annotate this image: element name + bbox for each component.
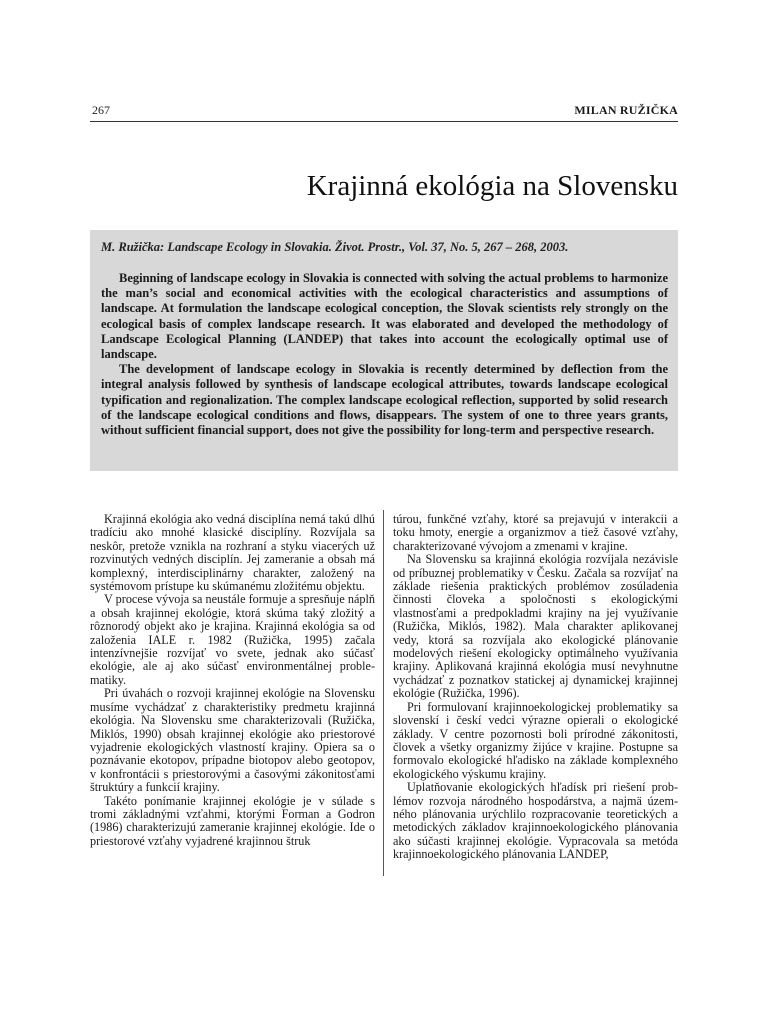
body-paragraph: Takéto ponímanie krajinnej ekológie je v súlade s tromi základnými vzťahmi, ktorými Forman a Godron (1986) charakterizujú zameranie krajinnej ekológie. Ide o priestorové vzťahy vyjadrené krajinnou štruk (90, 793, 375, 848)
body-paragraph: Pri formulovaní krajinnoekologickej problematiky sa slovenskí i českí vedci výrazne opierali o ekologické základy. V centre pozornosti boli prírodné zákonitosti, človek a všetky organizmy žijúce v krajine. Postupne sa formovalo ekologické hľadisko na základe komplexného ekologického výskumu krajiny. (393, 699, 678, 781)
body-paragraph: Pri úvahách o rozvoji krajinnej ekológie na Slovensku musíme vychádzať z charakteristiky predmetu krajinná ekológia. Na Slovensku sme charakterizovali (Ružička, Miklós, 1990) obsah krajinnej ekológie ako priestorové vyjadrenie ekologických vlastností krajiny. Opiera sa o poznávanie ekotopov, prípadne biotopov alebo geotopov, v konfrontácii s priestorovými a časovými zákonitosťami štruktúry a funkcií krajiny. (90, 686, 375, 795)
abstract-paragraph: The development of landscape ecology in Slovakia is recently determined by deflection from the integral analysis followed by synthesis of landscape ecological attributes, towards landscape ecological typification and regionalization. The complex landscape ecological reflection, supported by solid research of the landscape ecological conditions and flows, disappears. The system of one to three years grants, without sufficient financial support, does not give the possibility for long-term and perspective research. (101, 362, 668, 438)
body-paragraph-continued: túrou, funkčné vzťahy, ktoré sa prejavujú v interakcii a toku hmoty, energie a organizmov a tiež časové vzťahy, charakterizované vývojom a zmenami v krajine. (393, 512, 678, 553)
running-head-author: MILAN RUŽIČKA (574, 103, 678, 117)
abstract-box (90, 230, 678, 471)
article-title: Krajinná ekológia na Slovensku (306, 170, 678, 202)
body-columns (90, 513, 678, 873)
left-column (90, 513, 375, 873)
abstract-paragraph: Beginning of landscape ecology in Slovakia is connected with solving the actual problems to harmonize the man’s social and economical activities with the ecological characteristics and assumptions of landscape. At formulation the landscape ecological conception, the Slovak scientists rely strongly on the ecological basis of complex landscape research. It was elaborated and developed the methodology of Landscape Ecological Planning (LANDEP) that takes into account the ecologically optimal use of landscape. (101, 271, 668, 362)
body-paragraph: V procese vývoja sa neustále formuje a spresňuje náplň a obsah krajinnej ekológie, ktorá skúma taký zložitý a rôznorodý objekt ako je krajina. Krajinná ekológia sa od založenia IALE r. 1982 (Ružička, 1995) začala intenzívnejšie rozvíjať vo svete, jednak ako súčasť ekológie, ale aj ako súčasť environmentálnej problematiky. (90, 592, 375, 687)
page-number: 267 (92, 103, 110, 117)
abstract-citation: M. Ružička: Landscape Ecology in Slovakia. Život. Prostr., Vol. 37, No. 5, 267 – 268, 2003. (101, 240, 569, 254)
body-paragraph: Uplatňovanie ekologických hľadísk pri riešení problémov rozvoja národného hospodárstva, a najmä územného plánovania urýchlilo rozpracovanie teoretických a metodických základov krajinnoekologického plánovania ako súčasti krajinnej ekológie. Vypracovala sa metóda krajinnoekologického plánovania LANDEP, (393, 780, 678, 862)
column-divider (383, 510, 384, 876)
header-rule (90, 121, 678, 122)
body-paragraph: Krajinná ekológia ako vedná disciplína nemá takú dlhú tradíciu ako mnohé klasické disciplíny. Rozvíjala sa neskôr, pretože vznikla na rozhraní a styku viacerých už rozvinutých vedných disciplín. Jej zameranie a obsah má komplexný, interdisciplinárny charakter, založený na systémovom prístupe ku skúmanému zložitému objektu. (90, 512, 375, 594)
right-column (393, 513, 678, 873)
body-paragraph: Na Slovensku sa krajinná ekológia rozvíjala nezávisle od príbuznej problematiky v Česku. Začala sa rozvíjať na základe riešenia praktických problémov zosúladenia činnosti človeka a spoločnosti s ekologickými vlastnosťami a predpokladmi krajiny na jej využívanie (Ružička, Miklós, 1982). Mala charakter aplikovanej vedy, ktorá sa rozvíjala ako ekologické plánovanie modelových riešení ekologicky optimálneho využívania krajiny. Aplikovaná krajinná ekológia musí nevyhnutne vychádzať z poznatkov statickej aj dynamickej krajinnej ekológie (Ružička, 1996). (393, 552, 678, 701)
